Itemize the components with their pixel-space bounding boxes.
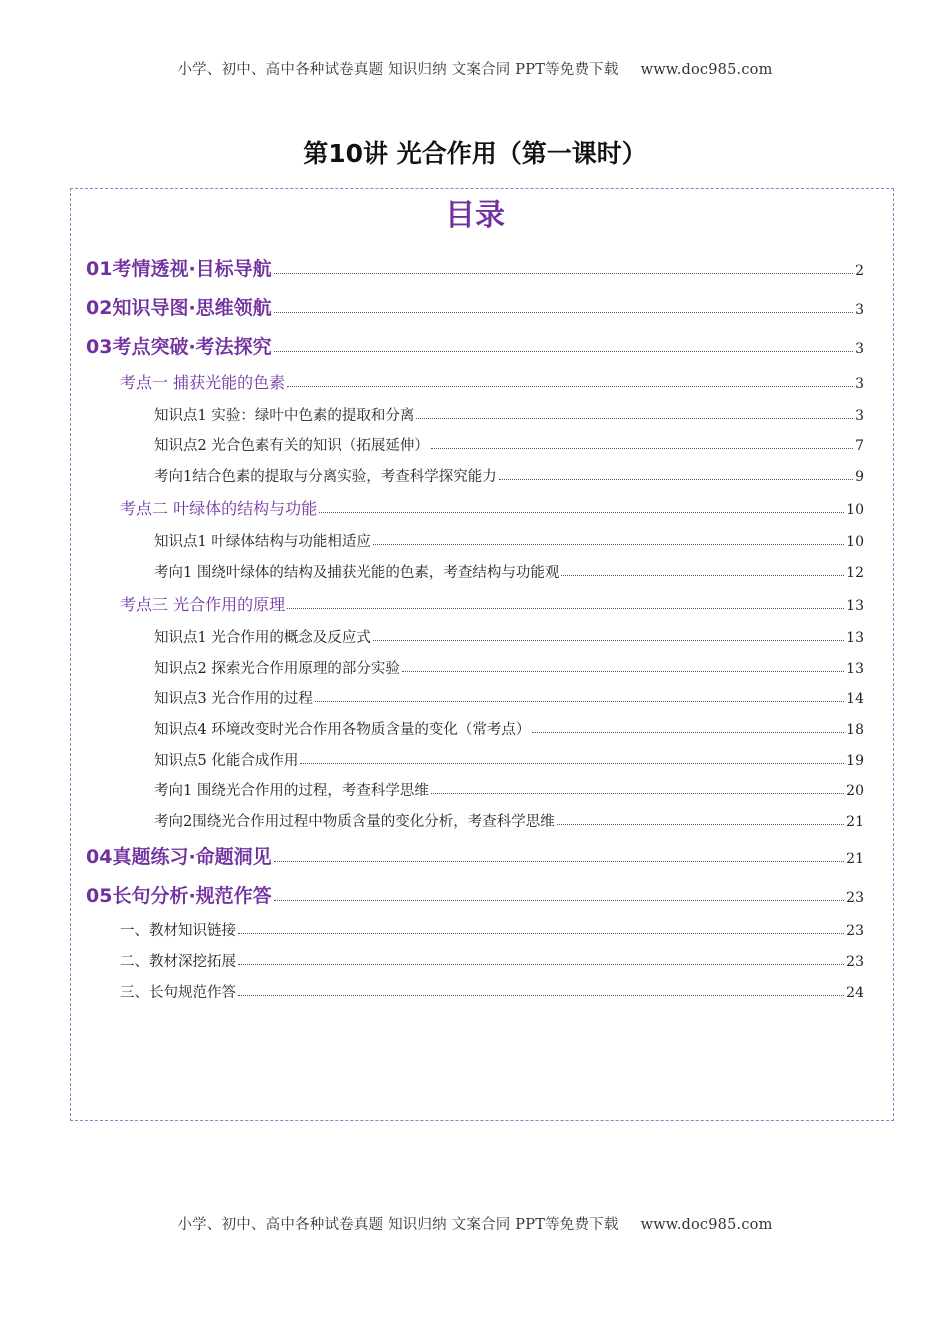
toc-item[interactable]: 二、教材深挖拓展 23 [120,954,864,970]
footer-url[interactable]: www.doc985.com [640,1217,773,1233]
toc-page: 3 [855,341,864,357]
toc-page: 3 [855,408,864,424]
toc-page: 10 [846,502,864,518]
toc-page: 14 [846,691,864,707]
toc-item[interactable]: 知识点3 光合作用的过程 14 [154,691,864,707]
toc-item[interactable]: 考向1 围绕叶绿体的结构及捕获光能的色素，考查结构与功能观 12 [154,565,864,581]
header-text: 小学、初中、高中各种试卷真题 知识归纳 文案合同 PPT等免费下载 [177,62,619,78]
toc-page: 21 [846,851,864,867]
toc-item[interactable]: 知识点2 光合色素有关的知识（拓展延伸） 7 [154,438,864,454]
toc-entry-01[interactable]: 01考情透视·目标导航 2 [86,258,864,280]
toc-item[interactable]: 知识点2 探索光合作用原理的部分实验 13 [154,661,864,677]
toc-section-kaodian-2[interactable]: 考点二 叶绿体的结构与功能 10 [120,499,864,518]
toc-page: 12 [846,565,864,581]
toc-item[interactable]: 知识点1 叶绿体结构与功能相适应 10 [154,534,864,550]
toc-page: 2 [855,263,864,279]
toc-page: 3 [855,302,864,318]
toc-entry-04[interactable]: 04真题练习·命题洞见 21 [86,846,864,868]
toc-item[interactable]: 一、教材知识链接 23 [120,923,864,939]
toc-page: 7 [855,438,864,454]
page-header [0,58,950,79]
toc-page: 13 [846,630,864,646]
toc-page: 23 [846,890,864,906]
toc-page: 21 [846,814,864,830]
toc-item[interactable]: 考向1 围绕光合作用的过程，考查科学思维 20 [154,783,864,799]
toc-page: 19 [846,753,864,769]
toc-page: 10 [846,534,864,550]
toc-page: 20 [846,783,864,799]
toc-page: 24 [846,985,864,1001]
toc-item[interactable]: 三、长句规范作答 24 [120,985,864,1001]
header-url[interactable]: www.doc985.com [640,62,773,78]
document-title: 第10讲 光合作用（第一课时） [303,139,647,168]
toc-item[interactable]: 知识点1 光合作用的概念及反应式 13 [154,630,864,646]
toc-item[interactable]: 考向2围绕光合作用过程中物质含量的变化分析，考查科学思维 21 [154,814,864,830]
toc-item[interactable]: 知识点4 环境改变时光合作用各物质含量的变化（常考点） 18 [154,722,864,738]
toc-entry-05[interactable]: 05长句分析·规范作答 23 [86,885,864,907]
toc-page: 23 [846,954,864,970]
toc-page: 13 [846,598,864,614]
toc-page: 18 [846,722,864,738]
toc-item[interactable]: 知识点1 实验：绿叶中色素的提取和分离 3 [154,408,864,424]
toc-item[interactable]: 考向1结合色素的提取与分离实验，考查科学探究能力 9 [154,469,864,485]
toc-heading: 目录 [445,198,505,233]
toc-entry-02[interactable]: 02知识导图·思维领航 3 [86,297,864,319]
footer-text: 小学、初中、高中各种试卷真题 知识归纳 文案合同 PPT等免费下载 [177,1217,619,1233]
toc-page: 9 [855,469,864,485]
toc-page: 3 [855,376,864,392]
page-footer [0,1213,950,1234]
toc-entry-03[interactable]: 03考点突破·考法探究 3 [86,336,864,358]
toc-page: 23 [846,923,864,939]
toc-item[interactable]: 知识点5 化能合成作用 19 [154,753,864,769]
toc-page: 13 [846,661,864,677]
toc-section-kaodian-1[interactable]: 考点一 捕获光能的色素 3 [120,373,864,392]
toc-section-kaodian-3[interactable]: 考点三 光合作用的原理 13 [120,595,864,614]
